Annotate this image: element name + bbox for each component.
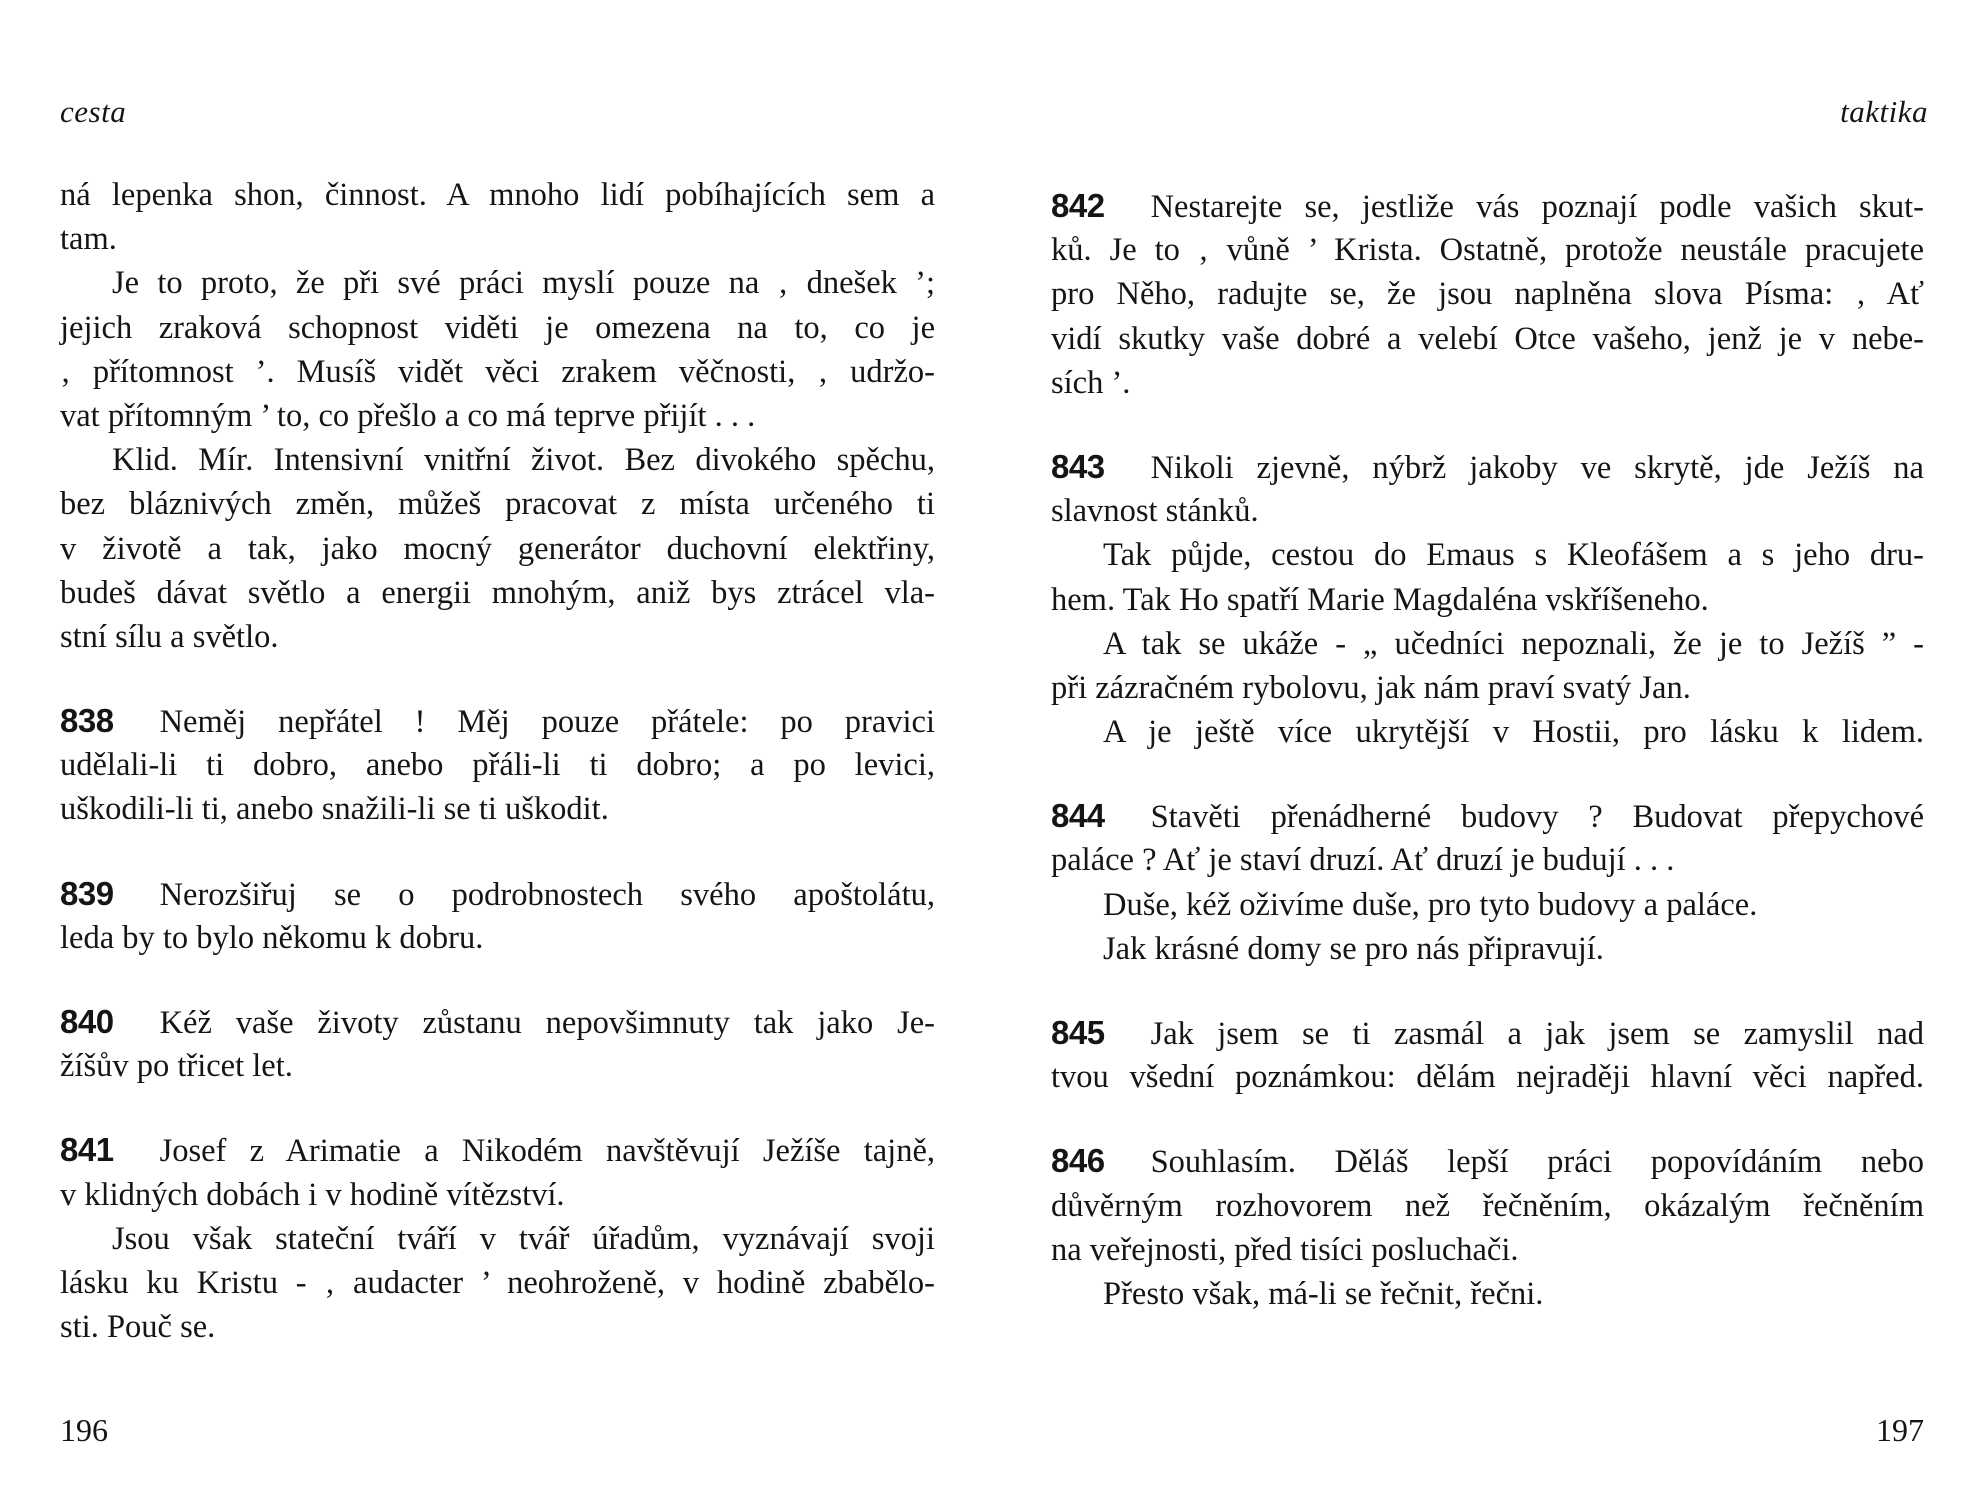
text-line: lásku ku Kristu - ‚ audacter ’ neohroženě, v hodině zbabělo- bbox=[60, 1264, 935, 1301]
text-line: Přesto však, má-li se řečnit, řečni. bbox=[1103, 1275, 1544, 1312]
right-text-column bbox=[1051, 184, 1924, 1316]
running-head-right: taktika bbox=[1840, 94, 1928, 129]
text-line: sti. Pouč se. bbox=[60, 1309, 216, 1346]
text-line: tvou všední poznámkou: dělám nejraději hlavní věci napřed. bbox=[1051, 1059, 1924, 1096]
text-line-content: Nestarejte se, jestliže vás poznají podle vašich skut- bbox=[1150, 189, 1924, 225]
text-line: ‚ přítomnost ’. Musíš vidět věci zrakem věčnosti, ‚ udržo- bbox=[60, 353, 935, 390]
text-line: jejich zraková schopnost viděti je omezena na to, co je bbox=[60, 309, 935, 346]
text-line: žíšův po třicet let. bbox=[60, 1048, 293, 1085]
text-line: vidí skutky vaše dobré a velebí Otce vašeho, jenž je v nebe- bbox=[1051, 320, 1924, 357]
text-line-content: Jak jsem se ti zasmál a jak jsem se zamyslil nad bbox=[1150, 1016, 1924, 1052]
text-line: paláce ? Ať je staví druzí. Ať druzí je budují . . . bbox=[1051, 842, 1675, 879]
paragraph-840 bbox=[60, 1000, 935, 1088]
paragraph-number: 843 bbox=[1051, 447, 1105, 485]
paragraph-number: 839 bbox=[60, 874, 114, 912]
paragraph-846 bbox=[1051, 1139, 1924, 1316]
text-line: Jak krásné domy se pro nás připravují. bbox=[1103, 930, 1604, 967]
paragraph-number: 845 bbox=[1051, 1014, 1105, 1051]
text-line-content: Kéž vaše životy zůstanu nepovšimnuty tak jako Je- bbox=[159, 1005, 935, 1041]
text-line-content: Stavěti přenádherné budovy ? Budovat přepychové bbox=[1150, 799, 1924, 836]
running-head-left: cesta bbox=[60, 94, 127, 129]
text-line bbox=[1051, 794, 1924, 838]
text-line-content: Nikoli zjevně, nýbrž jakoby ve skrytě, jde Ježíš na bbox=[1150, 449, 1924, 486]
paragraph-843 bbox=[1051, 445, 1924, 754]
text-line bbox=[1051, 184, 1924, 228]
text-line: ků. Je to ‚ vůně ’ Krista. Ostatně, protože neustále pracujete bbox=[1051, 232, 1924, 269]
right-page bbox=[989, 0, 1978, 1500]
text-line: důvěrným rozhovorem než řečněním, okázalým řečněním bbox=[1051, 1187, 1924, 1224]
text-line: v klidných dobách i v hodině vítězství. bbox=[60, 1176, 565, 1213]
text-line: pro Něho, radujte se, že jsou naplněna slova Písma: ‚ Ať bbox=[1051, 276, 1924, 313]
text-line: Klid. Mír. Intensivní vnitřní život. Bez divokého spěchu, bbox=[112, 442, 935, 479]
text-line: Duše, kéž oživíme duše, pro tyto budovy a paláce. bbox=[1103, 886, 1758, 923]
paragraph-number: 841 bbox=[60, 1131, 114, 1169]
paragraph-841 bbox=[60, 1128, 935, 1349]
paragraph-845 bbox=[1051, 1011, 1924, 1099]
paragraph-838 bbox=[60, 699, 935, 832]
paragraph-number: 844 bbox=[1051, 797, 1105, 835]
text-line: Jsou však stateční tváří v tvář úřadům, vyznávají svoji bbox=[112, 1220, 935, 1257]
paragraph-844 bbox=[1051, 794, 1924, 971]
text-line bbox=[60, 872, 935, 916]
text-line bbox=[60, 699, 935, 743]
text-line: A tak se ukáže - „ učedníci nepoznali, že je to Ježíš ” - bbox=[1103, 625, 1924, 662]
paragraph-number: 842 bbox=[1051, 187, 1105, 224]
text-line bbox=[1051, 1011, 1924, 1055]
text-line-content: Neměj nepřátel ! Měj pouze přátele: po pravici bbox=[159, 704, 935, 741]
text-line bbox=[60, 1000, 935, 1044]
text-line: sích ’. bbox=[1051, 364, 1131, 401]
text-line: leda by to bylo někomu k dobru. bbox=[60, 919, 484, 956]
text-line: při zázračném rybolovu, jak nám praví svatý Jan. bbox=[1051, 669, 1691, 706]
left-text-column bbox=[60, 173, 935, 1349]
text-line: Tak půjde, cestou do Emaus s Kleofášem a s jeho dru- bbox=[1103, 537, 1924, 574]
text-line bbox=[1051, 1139, 1924, 1183]
text-line: ná lepenka shon, činnost. A mnoho lidí pobíhajících sem a bbox=[60, 177, 935, 213]
text-line: v životě a tak, jako mocný generátor duchovní elektřiny, bbox=[60, 530, 935, 567]
text-line: uškodili-li ti, anebo snažili-li se ti uškodit. bbox=[60, 791, 609, 828]
text-line: budeš dávat světlo a energii mnohým, aniž bys ztrácel vla- bbox=[60, 574, 935, 611]
text-line: hem. Tak Ho spatří Marie Magdaléna vskříšeneho. bbox=[1051, 581, 1709, 618]
text-line: Je to proto, že při své práci myslí pouze na ‚ dnešek ’; bbox=[112, 265, 935, 302]
paragraph-842 bbox=[1051, 184, 1924, 405]
text-line: udělali-li ti dobro, anebo přáli-li ti dobro; a po levici, bbox=[60, 747, 935, 784]
paragraph-number: 838 bbox=[60, 702, 114, 740]
text-line: na veřejnosti, před tisíci posluchači. bbox=[1051, 1231, 1519, 1268]
text-line: A je ještě více ukrytější v Hostii, pro lásku k lidem. bbox=[1103, 714, 1924, 751]
paragraph-number: 840 bbox=[60, 1003, 114, 1040]
text-line: stní sílu a světlo. bbox=[60, 618, 279, 655]
text-line: slavnost stánků. bbox=[1051, 493, 1259, 530]
paragraph-continuation bbox=[60, 173, 935, 659]
text-line-content: Souhlasím. Děláš lepší práci popovídáním nebo bbox=[1150, 1144, 1924, 1181]
text-line: vat přítomným ’ to, co přešlo a co má teprve přijít . . . bbox=[60, 397, 756, 434]
text-line bbox=[1051, 445, 1924, 489]
page-number-right: 197 bbox=[1876, 1412, 1924, 1448]
paragraph-number: 846 bbox=[1051, 1142, 1105, 1180]
page-number-left: 196 bbox=[60, 1412, 108, 1448]
text-line bbox=[60, 1128, 935, 1172]
text-line-content: Josef z Arimatie a Nikodém navštěvují Ježíše tajně, bbox=[159, 1133, 935, 1170]
text-line-content: Nerozšiřuj se o podrobnostech svého apoštolátu, bbox=[159, 876, 935, 913]
text-line: bez bláznivých změn, můžeš pracovat z místa určeného ti bbox=[60, 486, 935, 523]
text-line: tam. bbox=[60, 221, 117, 258]
paragraph-839 bbox=[60, 872, 935, 960]
